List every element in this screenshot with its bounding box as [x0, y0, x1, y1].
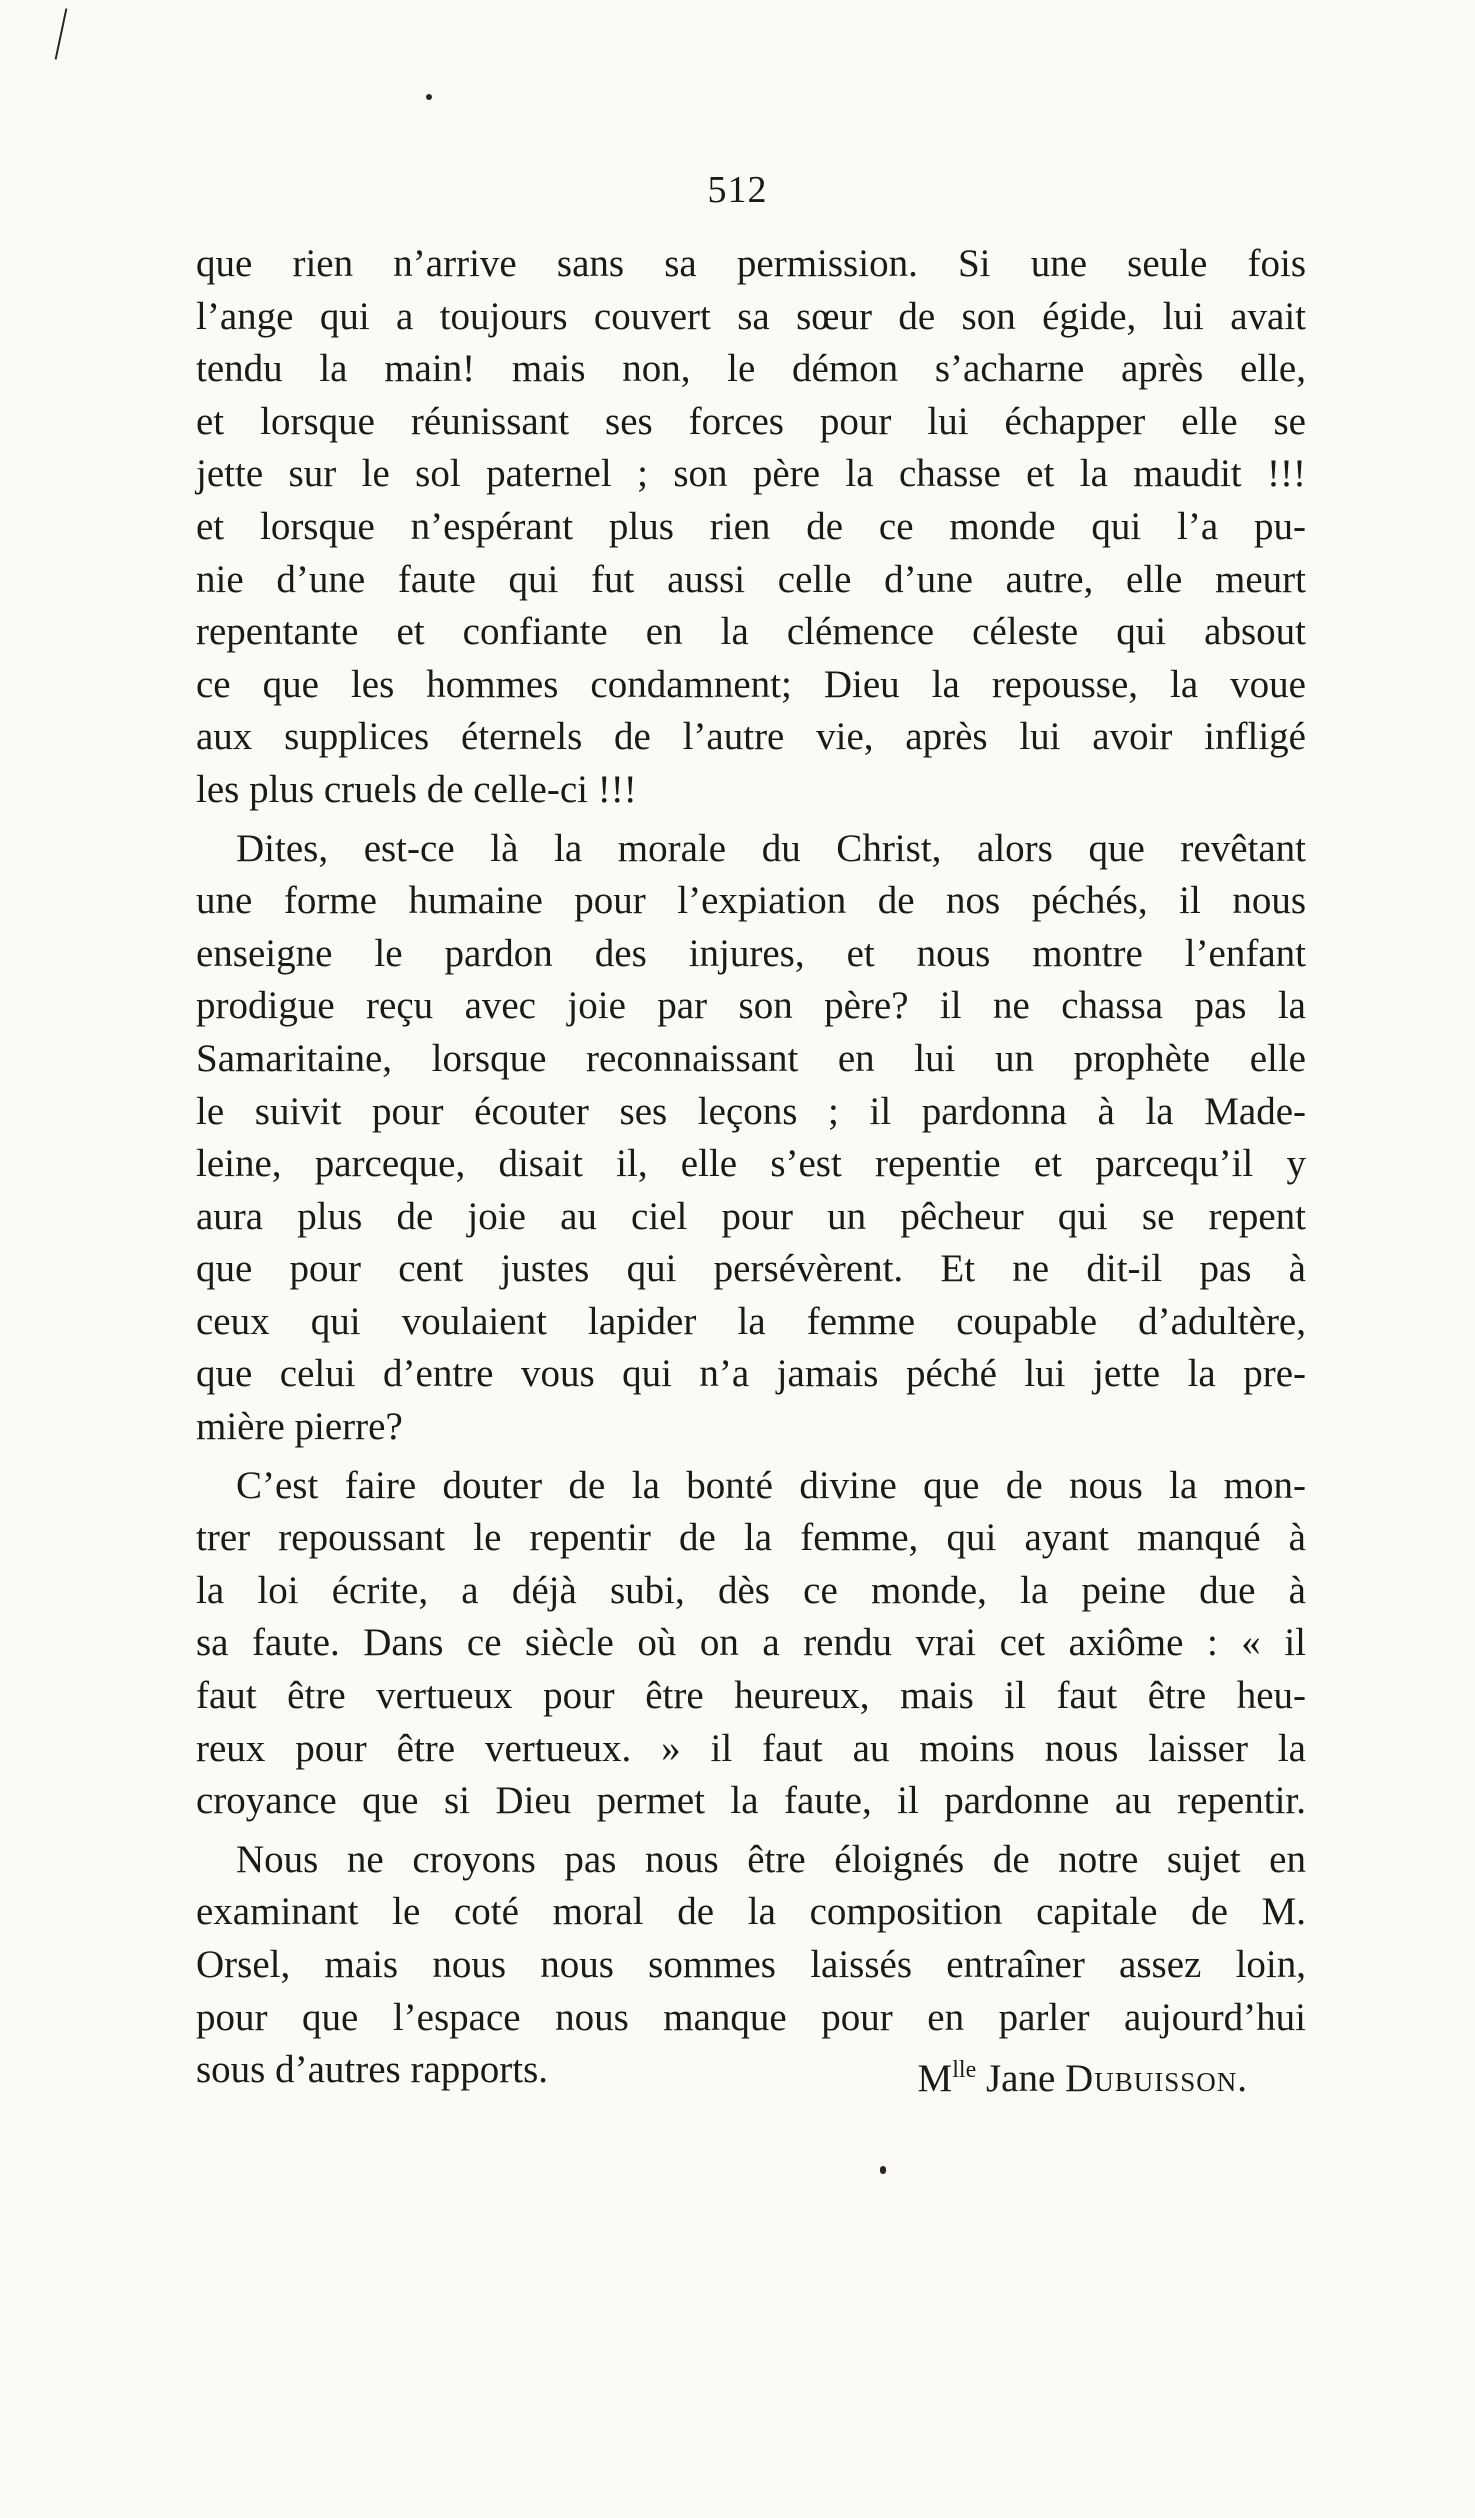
signature-title: M	[917, 2057, 953, 2101]
margin-dot-mark	[426, 94, 432, 100]
text-line: que rien n’arrive sans sa permission. Si une seule fois	[196, 242, 1306, 285]
text-line: Orsel, mais nous nous sommes laissés entraîner assez loin,	[196, 1943, 1306, 1986]
text-line: sa faute. Dans ce siècle où on a rendu vrai cet axiôme : « il	[196, 1621, 1306, 1665]
text-line: nie d’une faute qui fut aussi celle d’une autre, elle meurt	[196, 557, 1306, 601]
text-line: que pour cent justes qui persévèrent. Et ne dit-il pas à	[196, 1247, 1306, 1291]
text-line: et lorsque n’espérant plus rien de ce monde qui l’a pu-	[196, 504, 1306, 548]
signature-first-name: Jane	[985, 2057, 1056, 2101]
margin-dot-mark	[880, 2166, 886, 2174]
text-line: Nous ne croyons pas nous être éloignés de notre sujet en	[236, 1837, 1306, 1881]
text-line: et lorsque réunissant ses forces pour lui échapper elle se	[196, 399, 1306, 443]
page-number: 512	[707, 169, 768, 211]
signature-last-name: Dubuisson.	[1065, 2057, 1248, 2101]
text-line: croyance que si Dieu permet la faute, il pardonne au repentir.	[196, 1779, 1306, 1823]
text-line: aura plus de joie au ciel pour un pêcheur qui se repent	[196, 1194, 1306, 1238]
text-line: jette sur le sol paternel ; son père la chasse et la maudit !!!	[196, 452, 1306, 496]
text-line: C’est faire douter de la bonté divine que de nous la mon-	[236, 1463, 1306, 1507]
text-line: la loi écrite, a déjà subi, dès ce monde, la peine due à	[196, 1568, 1306, 1612]
text-line: que celui d’entre vous qui n’a jamais péché lui jette la pre-	[196, 1352, 1306, 1396]
text-line: trer repoussant le repentir de la femme, qui ayant manqué à	[196, 1516, 1306, 1560]
text-line: le suivit pour écouter ses leçons ; il pardonna à la Made-	[196, 1089, 1306, 1133]
text-line: ce que les hommes condamnent; Dieu la repousse, la voue	[196, 662, 1306, 706]
text-line: prodigue reçu avec joie par son père? il ne chassa pas la	[196, 984, 1306, 1028]
closing-line	[196, 2044, 1306, 2101]
text-line: Dites, est-ce là la morale du Christ, alors que revêtant	[236, 826, 1306, 870]
text-line: leine, parceque, disait il, elle s’est repentie et parcequ’il y	[196, 1142, 1306, 1186]
text-line: l’ange qui a toujours couvert sa sœur de son égide, lui avait	[196, 294, 1306, 338]
text-line: aux supplices éternels de l’autre vie, après lui avoir infligé	[196, 715, 1306, 759]
text-line: Samaritaine, lorsque reconnaissant en lui un prophète elle	[196, 1036, 1306, 1080]
text-line: ceux qui voulaient lapider la femme coupable d’adultère,	[196, 1299, 1306, 1343]
text-line: repentante et confiante en la clémence céleste qui absout	[196, 610, 1306, 654]
text-line: sous d’autres rapports.	[196, 2048, 549, 2092]
text-line: une forme humaine pour l’expiation de nos péchés, il nous	[196, 879, 1306, 923]
author-signature	[917, 2044, 1306, 2101]
body-text	[196, 238, 1306, 2101]
signature-title-sup: lle	[952, 2057, 977, 2084]
text-line: mière pierre?	[196, 1405, 403, 1449]
text-line: reux pour être vertueux. » il faut au moins nous laisser la	[196, 1726, 1306, 1770]
text-line: pour que l’espace nous manque pour en parler aujourd’hui	[196, 1995, 1306, 2039]
text-line: examinant le coté moral de la composition capitale de M.	[196, 1890, 1306, 1934]
text-line: tendu la main! mais non, le démon s’acharne après elle,	[196, 347, 1306, 391]
text-line: faut être vertueux pour être heureux, mais il faut être heu-	[196, 1674, 1306, 1718]
margin-scratch-mark	[55, 8, 68, 59]
text-line: les plus cruels de celle-ci !!!	[196, 767, 637, 811]
text-line: enseigne le pardon des injures, et nous montre l’enfant	[196, 931, 1306, 975]
